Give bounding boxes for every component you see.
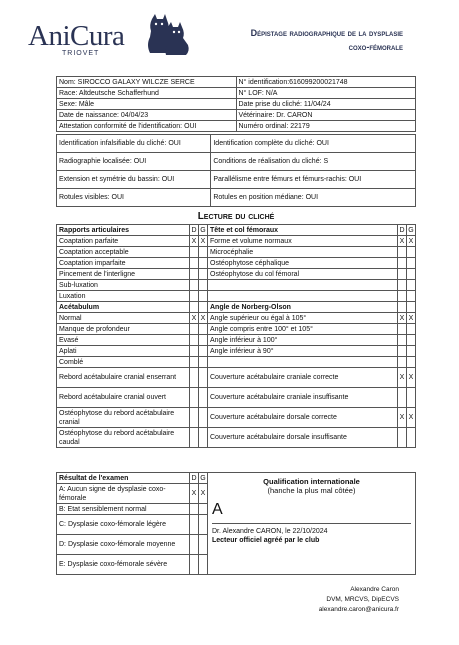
identity-right: N° LOF: N/A: [236, 88, 416, 99]
mark-g: [199, 291, 208, 302]
mark-d: [190, 408, 199, 428]
mark-d: [190, 269, 199, 280]
mark-g: X: [199, 313, 208, 324]
condition-right: Parallélisme entre fémurs et fémurs-rachis: OUI: [211, 171, 416, 189]
mark-g: [199, 280, 208, 291]
identity-row: [57, 121, 416, 132]
reading-right-label: Ostéophytose du col fémoral: [208, 269, 398, 280]
identity-row: [57, 110, 416, 121]
mark-g: [199, 346, 208, 357]
document-title: [251, 26, 403, 54]
signature-block: [319, 585, 399, 615]
qualification-subtitle: (hanche la plus mal côtée): [267, 486, 356, 495]
mark-g: [199, 335, 208, 346]
reading-left-label: Aplati: [57, 346, 190, 357]
reading-left-label: Comblé: [57, 357, 190, 368]
mark-d: X: [398, 313, 407, 324]
mark-d: [398, 357, 407, 368]
mark-d: X: [398, 368, 407, 388]
result-label: C: Dysplasie coxo-fémorale légère: [57, 515, 190, 535]
reading-right-label: Couverture acétabulaire craniale correcte: [208, 368, 398, 388]
reading-right-label: Ostéophytose céphalique: [208, 258, 398, 269]
mark-d: [190, 346, 199, 357]
identity-right: Date prise du cliché: 11/04/24: [236, 99, 416, 110]
reading-header-row: [57, 225, 416, 236]
mark-d: [190, 280, 199, 291]
reading-row: [57, 428, 416, 448]
result-header-row: [57, 473, 416, 484]
mark-d: X: [190, 236, 199, 247]
condition-left: Identification infalsifiable du cliché: OUI: [57, 135, 211, 153]
reading-row: [57, 313, 416, 324]
mark-g: [199, 388, 208, 408]
mark-g: [199, 428, 208, 448]
mark-d: [398, 324, 407, 335]
logo-wordmark: AniCura: [28, 20, 125, 52]
condition-row: [57, 135, 416, 153]
reading-left-label: Pincement de l'interligne: [57, 269, 190, 280]
identity-row: [57, 88, 416, 99]
col-g-label: G: [200, 474, 206, 482]
mark-d: [398, 388, 407, 408]
mark-g: [407, 357, 416, 368]
mark-d: [190, 368, 199, 388]
mark-d: [190, 247, 199, 258]
reading-left-label: Evasé: [57, 335, 190, 346]
mark-g: [407, 291, 416, 302]
mark-d: [190, 357, 199, 368]
reading-left-label: Coaptation parfaite: [57, 236, 190, 247]
reading-left-label: Coaptation acceptable: [57, 247, 190, 258]
reading-row: [57, 291, 416, 302]
mark-d: [190, 335, 199, 346]
mark-g: [199, 504, 208, 515]
identity-right: Vétérinaire: Dr. CARON: [236, 110, 416, 121]
blank: [398, 302, 407, 313]
mark-g: [407, 247, 416, 258]
qualification-box: [208, 473, 416, 575]
reading-right-label: Couverture acétabulaire dorsale correcte: [208, 408, 398, 428]
blank: [199, 302, 208, 313]
mark-d: [190, 555, 199, 575]
reading-right-label: Couverture acétabulaire dorsale insuffisante: [208, 428, 398, 448]
mark-g: X: [199, 484, 208, 504]
mark-g: X: [407, 368, 416, 388]
col-d-label: D: [399, 226, 405, 234]
title-line-2: coxo-fémorale: [348, 42, 403, 52]
reading-left-label: Sub-luxation: [57, 280, 190, 291]
blank: [407, 302, 416, 313]
result-header: Résultat de l'examen: [57, 473, 190, 484]
result-label: A: Aucun signe de dysplasie coxo-fémorale: [57, 484, 190, 504]
reading-right-label: [208, 291, 398, 302]
anicura-logo: [28, 10, 188, 60]
mark-g: [199, 368, 208, 388]
mark-g: [199, 515, 208, 535]
reading-row: [57, 324, 416, 335]
signature-titles: DVM, MRCVS, DipECVS: [326, 596, 399, 603]
identity-right: Numéro ordinal: 22179: [236, 121, 416, 132]
col-g-label: G: [200, 226, 206, 234]
condition-row: [57, 171, 416, 189]
reading-right-label: Angle inférieur à 90°: [208, 346, 398, 357]
form-body: [56, 76, 416, 207]
reading-left-label: Manque de profondeur: [57, 324, 190, 335]
mark-g: [407, 280, 416, 291]
condition-right: Rotules en position médiane: OUI: [211, 189, 416, 207]
identity-table: [56, 76, 416, 132]
reading-left-label: Ostéophytose du rebord acétabulaire cranial: [57, 408, 190, 428]
blank: [190, 302, 199, 313]
mark-g: [407, 258, 416, 269]
mark-g: X: [407, 236, 416, 247]
condition-left: Extension et symétrie du bassin: OUI: [57, 171, 211, 189]
reading-right-label: Angle compris entre 100° et 105°: [208, 324, 398, 335]
mark-g: X: [407, 408, 416, 428]
mark-d: X: [398, 408, 407, 428]
mark-g: [407, 388, 416, 408]
identity-right: N° identification:616099200021748: [236, 77, 416, 88]
mark-g: [407, 269, 416, 280]
result-section: [56, 472, 416, 575]
reading-left-label: Rebord acétabulaire cranial enserrant: [57, 368, 190, 388]
mark-d: [190, 428, 199, 448]
identity-left: Nom: SIROCCO GALAXY WILCZE SERCE: [57, 77, 237, 88]
reading-row: [57, 408, 416, 428]
mark-g: [199, 269, 208, 280]
condition-left: Rotules visibles: OUI: [57, 189, 211, 207]
mark-d: [398, 291, 407, 302]
col-g-label: G: [408, 226, 414, 234]
mark-g: [199, 555, 208, 575]
identity-left: Attestation conformité de l'identification: OUI: [57, 121, 237, 132]
mark-d: [190, 535, 199, 555]
mark-d: [190, 258, 199, 269]
reading-row: [57, 280, 416, 291]
signer-line: Dr. Alexandre CARON, le 22/10/2024: [212, 528, 328, 535]
reading-row: [57, 258, 416, 269]
signer-role: Lecteur officiel agréé par le club: [212, 537, 320, 544]
result-label: B: Etat sensiblement normal: [57, 504, 190, 515]
mark-g: [407, 324, 416, 335]
signature-email: alexandre.caron@anicura.fr: [318, 606, 399, 613]
reading-row: [57, 335, 416, 346]
identity-row: [57, 77, 416, 88]
qualification-value: A: [212, 505, 411, 524]
reading-row: [57, 269, 416, 280]
reading-row: [57, 388, 416, 408]
reading-left-label: Rebord acétabulaire cranial ouvert: [57, 388, 190, 408]
col-d-label: D: [191, 226, 197, 234]
mark-d: X: [190, 313, 199, 324]
mark-d: [398, 335, 407, 346]
mark-g: [199, 408, 208, 428]
reading-row: [57, 236, 416, 247]
condition-left: Radiographie localisée: OUI: [57, 153, 211, 171]
reading-right-header: Angle de Norberg-Olson: [208, 302, 398, 313]
reading-row: [57, 368, 416, 388]
mark-g: [407, 335, 416, 346]
condition-right: Identification complète du cliché: OUI: [211, 135, 416, 153]
mark-g: [199, 258, 208, 269]
mark-d: [398, 346, 407, 357]
reading-left-label: Coaptation imparfaite: [57, 258, 190, 269]
reading-table: [56, 224, 416, 448]
reading-left-header: Acétabulum: [57, 302, 190, 313]
reading-right-label: Angle supérieur ou égal à 105°: [208, 313, 398, 324]
mark-g: [407, 346, 416, 357]
mark-g: [199, 357, 208, 368]
result-label: E: Dysplasie coxo-fémorale sévère: [57, 555, 190, 575]
identity-left: Sexe: Mâle: [57, 99, 237, 110]
reading-right-label: Microcéphalie: [208, 247, 398, 258]
title-line-1: Dépistage radiographique de la dysplasie: [250, 28, 403, 38]
mark-g: [407, 428, 416, 448]
reading-section: [56, 224, 416, 448]
logo-subtitle: TRIOVET: [62, 50, 100, 57]
reading-left-label: Ostéophytose du rebord acétabulaire caudal: [57, 428, 190, 448]
mark-g: X: [407, 313, 416, 324]
reading-right-label: Couverture acétabulaire craniale insuffisante: [208, 388, 398, 408]
mark-d: [190, 504, 199, 515]
reading-row: [57, 346, 416, 357]
mark-g: [199, 247, 208, 258]
condition-right: Conditions de réalisation du cliché: S: [211, 153, 416, 171]
qualification-title: Qualification internationale: [263, 477, 360, 486]
condition-row: [57, 189, 416, 207]
reading-right-label: Forme et volume normaux: [208, 236, 398, 247]
mark-d: [398, 280, 407, 291]
identity-left: Race: Altdeutsche Schafferhund: [57, 88, 237, 99]
result-table: [56, 472, 416, 575]
condition-row: [57, 153, 416, 171]
mark-g: [199, 535, 208, 555]
identity-left: Date de naissance: 04/04/23: [57, 110, 237, 121]
reading-right-label: [208, 280, 398, 291]
reading-header-row: [57, 302, 416, 313]
mark-d: [190, 324, 199, 335]
mark-d: [398, 269, 407, 280]
mark-d: [190, 515, 199, 535]
reading-right-header: Tête et col fémoraux: [208, 225, 398, 236]
conditions-table: [56, 134, 416, 207]
reading-right-label: [208, 357, 398, 368]
cat-dog-icon: [142, 13, 194, 57]
reading-left-label: Normal: [57, 313, 190, 324]
identity-row: [57, 99, 416, 110]
reading-title: Lecture du cliché: [197, 211, 275, 222]
mark-d: [398, 258, 407, 269]
reading-row: [57, 247, 416, 258]
mark-d: [398, 428, 407, 448]
reading-row: [57, 357, 416, 368]
reading-left-label: Luxation: [57, 291, 190, 302]
mark-g: X: [199, 236, 208, 247]
result-label: D: Dysplasie coxo-fémorale moyenne: [57, 535, 190, 555]
reading-right-label: Angle inférieur à 100°: [208, 335, 398, 346]
mark-g: [199, 324, 208, 335]
mark-d: X: [398, 236, 407, 247]
col-d-label: D: [191, 474, 197, 482]
mark-d: X: [190, 484, 199, 504]
mark-d: [190, 291, 199, 302]
signature-name: Alexandre Caron: [350, 586, 399, 593]
mark-d: [398, 247, 407, 258]
mark-d: [190, 388, 199, 408]
reading-left-header: Rapports articulaires: [57, 225, 190, 236]
